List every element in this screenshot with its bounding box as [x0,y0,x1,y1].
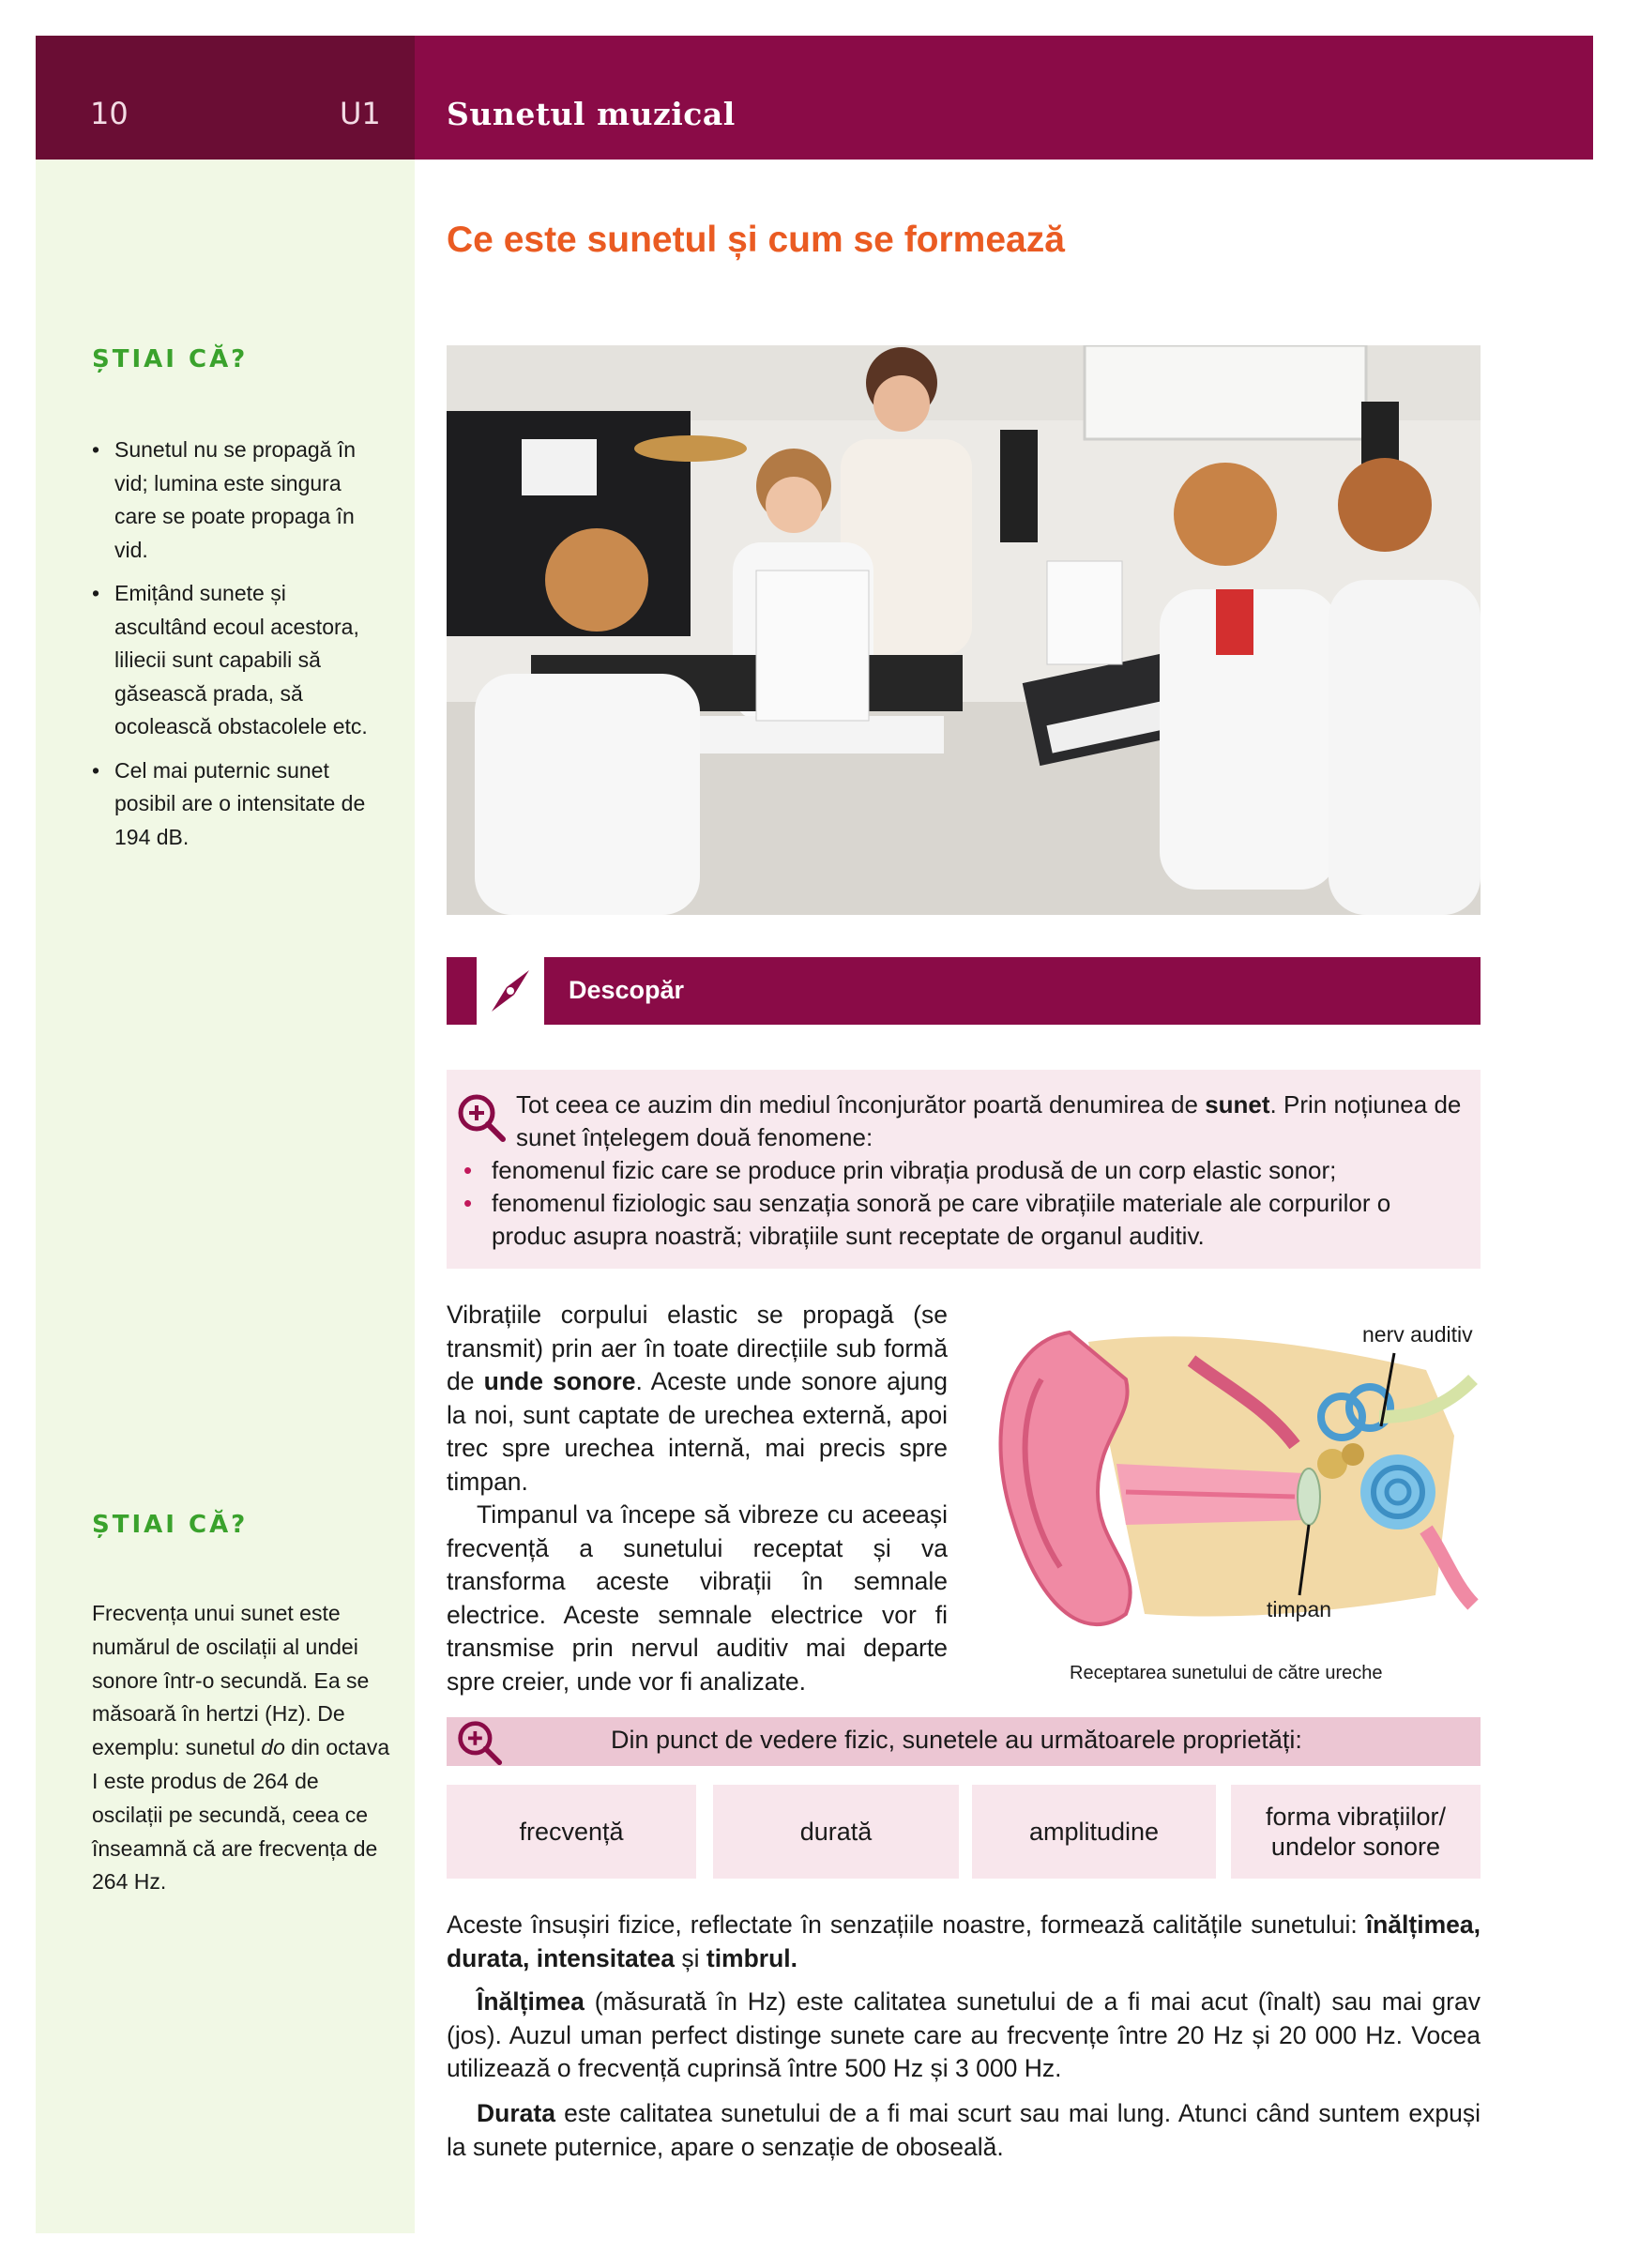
tip-list-1 [92,434,383,864]
sep: , [523,1943,537,1972]
text: undelor sonore [1270,1833,1441,1861]
phenomena-list [458,1154,1471,1253]
sep: , [1473,1910,1481,1939]
definition-text: Tot ceea ce auzim din mediul înconjurător poartă denumirea de [516,1090,1206,1119]
propagation-text [447,1299,948,1698]
tip-item: • Emițând sunete și ascultând ecoul acestora, liliecii sunt capabili să găsească prada, să ocolească obstacolele etc. [92,577,383,744]
paragraph [447,1299,948,1499]
property-waveform [1231,1785,1481,1879]
text: Aceste însușiri fizice, reflectate în senzațiile noastre, formează calitățile sunetului: [447,1910,1366,1939]
property-amplitude: amplitudine [972,1785,1216,1879]
height-paragraph [447,1986,1481,2086]
tip-note-do: do [261,1735,285,1760]
tip-paragraph-2 [92,1597,392,1899]
chapter-title: Sunetul muzical [447,96,736,132]
compass-icon [477,957,544,1025]
text: (măsurată în Hz) este calitatea sunetului de a fi mai acut (înalt) sau mai grav (jos). Auzul uman perfect distinge sunete care au frecvențe între 20 Hz și 20 000 Hz. Vocea utilizează o frecvență cuprinsă între 500 Hz și 3 000 Hz. [447,1987,1481,2082]
classroom-photo-illustration [447,345,1481,915]
term: durata [447,1943,523,1972]
properties-intro: Din punct de vedere fizic, sunetele au următoarele proprietăți: [611,1726,1302,1754]
label-nerve: nerv auditiv [1362,1322,1473,1347]
unit-label: U1 [340,96,381,131]
discover-label: Descopăr [569,976,685,1004]
tip-item: • Sunetul nu se propagă în vid; lumina este singura care se poate propaga în vid. [92,434,383,567]
list-item: • fenomenul fiziologic sau senzația sonoră pe care vibrațiile materiale ale corpurilor o produc asupra noastră; vibrațiile sunt receptate de organul auditiv. [458,1187,1471,1253]
text: . Aceste unde sonore ajung la noi, sunt captate de urechea externă, apoi trec spre urechea internă, mai precis spre timpan. [447,1367,949,1496]
definition-box [447,1070,1481,1269]
term-duration: Durata [477,2099,555,2127]
tip-item: • Cel mai puternic sunet posibil are o intensitate de 194 dB. [92,754,383,855]
text: forma vibrațiilor/ [1265,1803,1447,1831]
definition-paragraph [516,1088,1464,1154]
ear-caption: Receptarea sunetului de către ureche [1070,1663,1383,1683]
tip-title-1: ȘTIAI CĂ? [92,345,249,373]
paragraph: Timpanul va începe să vibreze cu aceeași frecvență a sunetului receptat și va transforma aceste vibrații în semnale electrice. Aceste semnale electrice vor fi transmise prin nervul auditiv mai departe spre creier, unde vor fi analizate. [447,1500,948,1696]
classroom-photo [447,345,1481,915]
zoom-in-icon [456,1092,507,1143]
property-frequency: frecvență [447,1785,696,1879]
term-unde-sonore: unde sonore [483,1367,636,1395]
property-duration: durată [713,1785,959,1879]
sep: și [675,1943,706,1972]
tip-title-2: ȘTIAI CĂ? [92,1511,249,1539]
term-sunet: sunet [1205,1090,1270,1119]
term: intensitatea [536,1943,675,1972]
zoom-in-icon [456,1719,503,1766]
tip-text: Frecvența unui sunet este numărul de oscilații al undei sonore într-o secundă. Ea se măsoară în hertzi (Hz). De exemplu: sunetul [92,1601,370,1760]
ear-diagram [985,1304,1482,1680]
discover-section-header [447,957,1481,1025]
term-height: Înălțimea [477,1987,585,2016]
qualities-paragraph [447,1909,1481,1975]
label-eardrum: timpan [1267,1597,1332,1621]
duration-paragraph [447,2097,1481,2164]
list-item: • fenomenul fizic care se produce prin vibrația produsă de un corp elastic sonor; [458,1154,1471,1187]
term: timbrul. [706,1943,798,1972]
term: înălțimea [1365,1910,1474,1939]
properties-intro-bar [447,1717,1481,1766]
page-title: Ce este sunetul și cum se formează [447,220,1065,260]
tip-text: din octava I este produs de 264 de oscilații pe secundă, ceea ce înseamnă că are frecvența de 264 Hz. [92,1735,390,1895]
definition-text: . Prin noțiunea de sunet înțelegem două fenomene: [516,1090,1462,1151]
page-number: 10 [90,96,129,131]
text: este calitatea sunetului de a fi mai scurt sau mai lung. Atunci când suntem expuși la sunete puternice, apare o senzație de oboseală. [447,2099,1481,2161]
text: Vibrațiile corpului elastic se propagă (se transmit) prin aer în toate direcțiile sub formă de [447,1301,948,1395]
